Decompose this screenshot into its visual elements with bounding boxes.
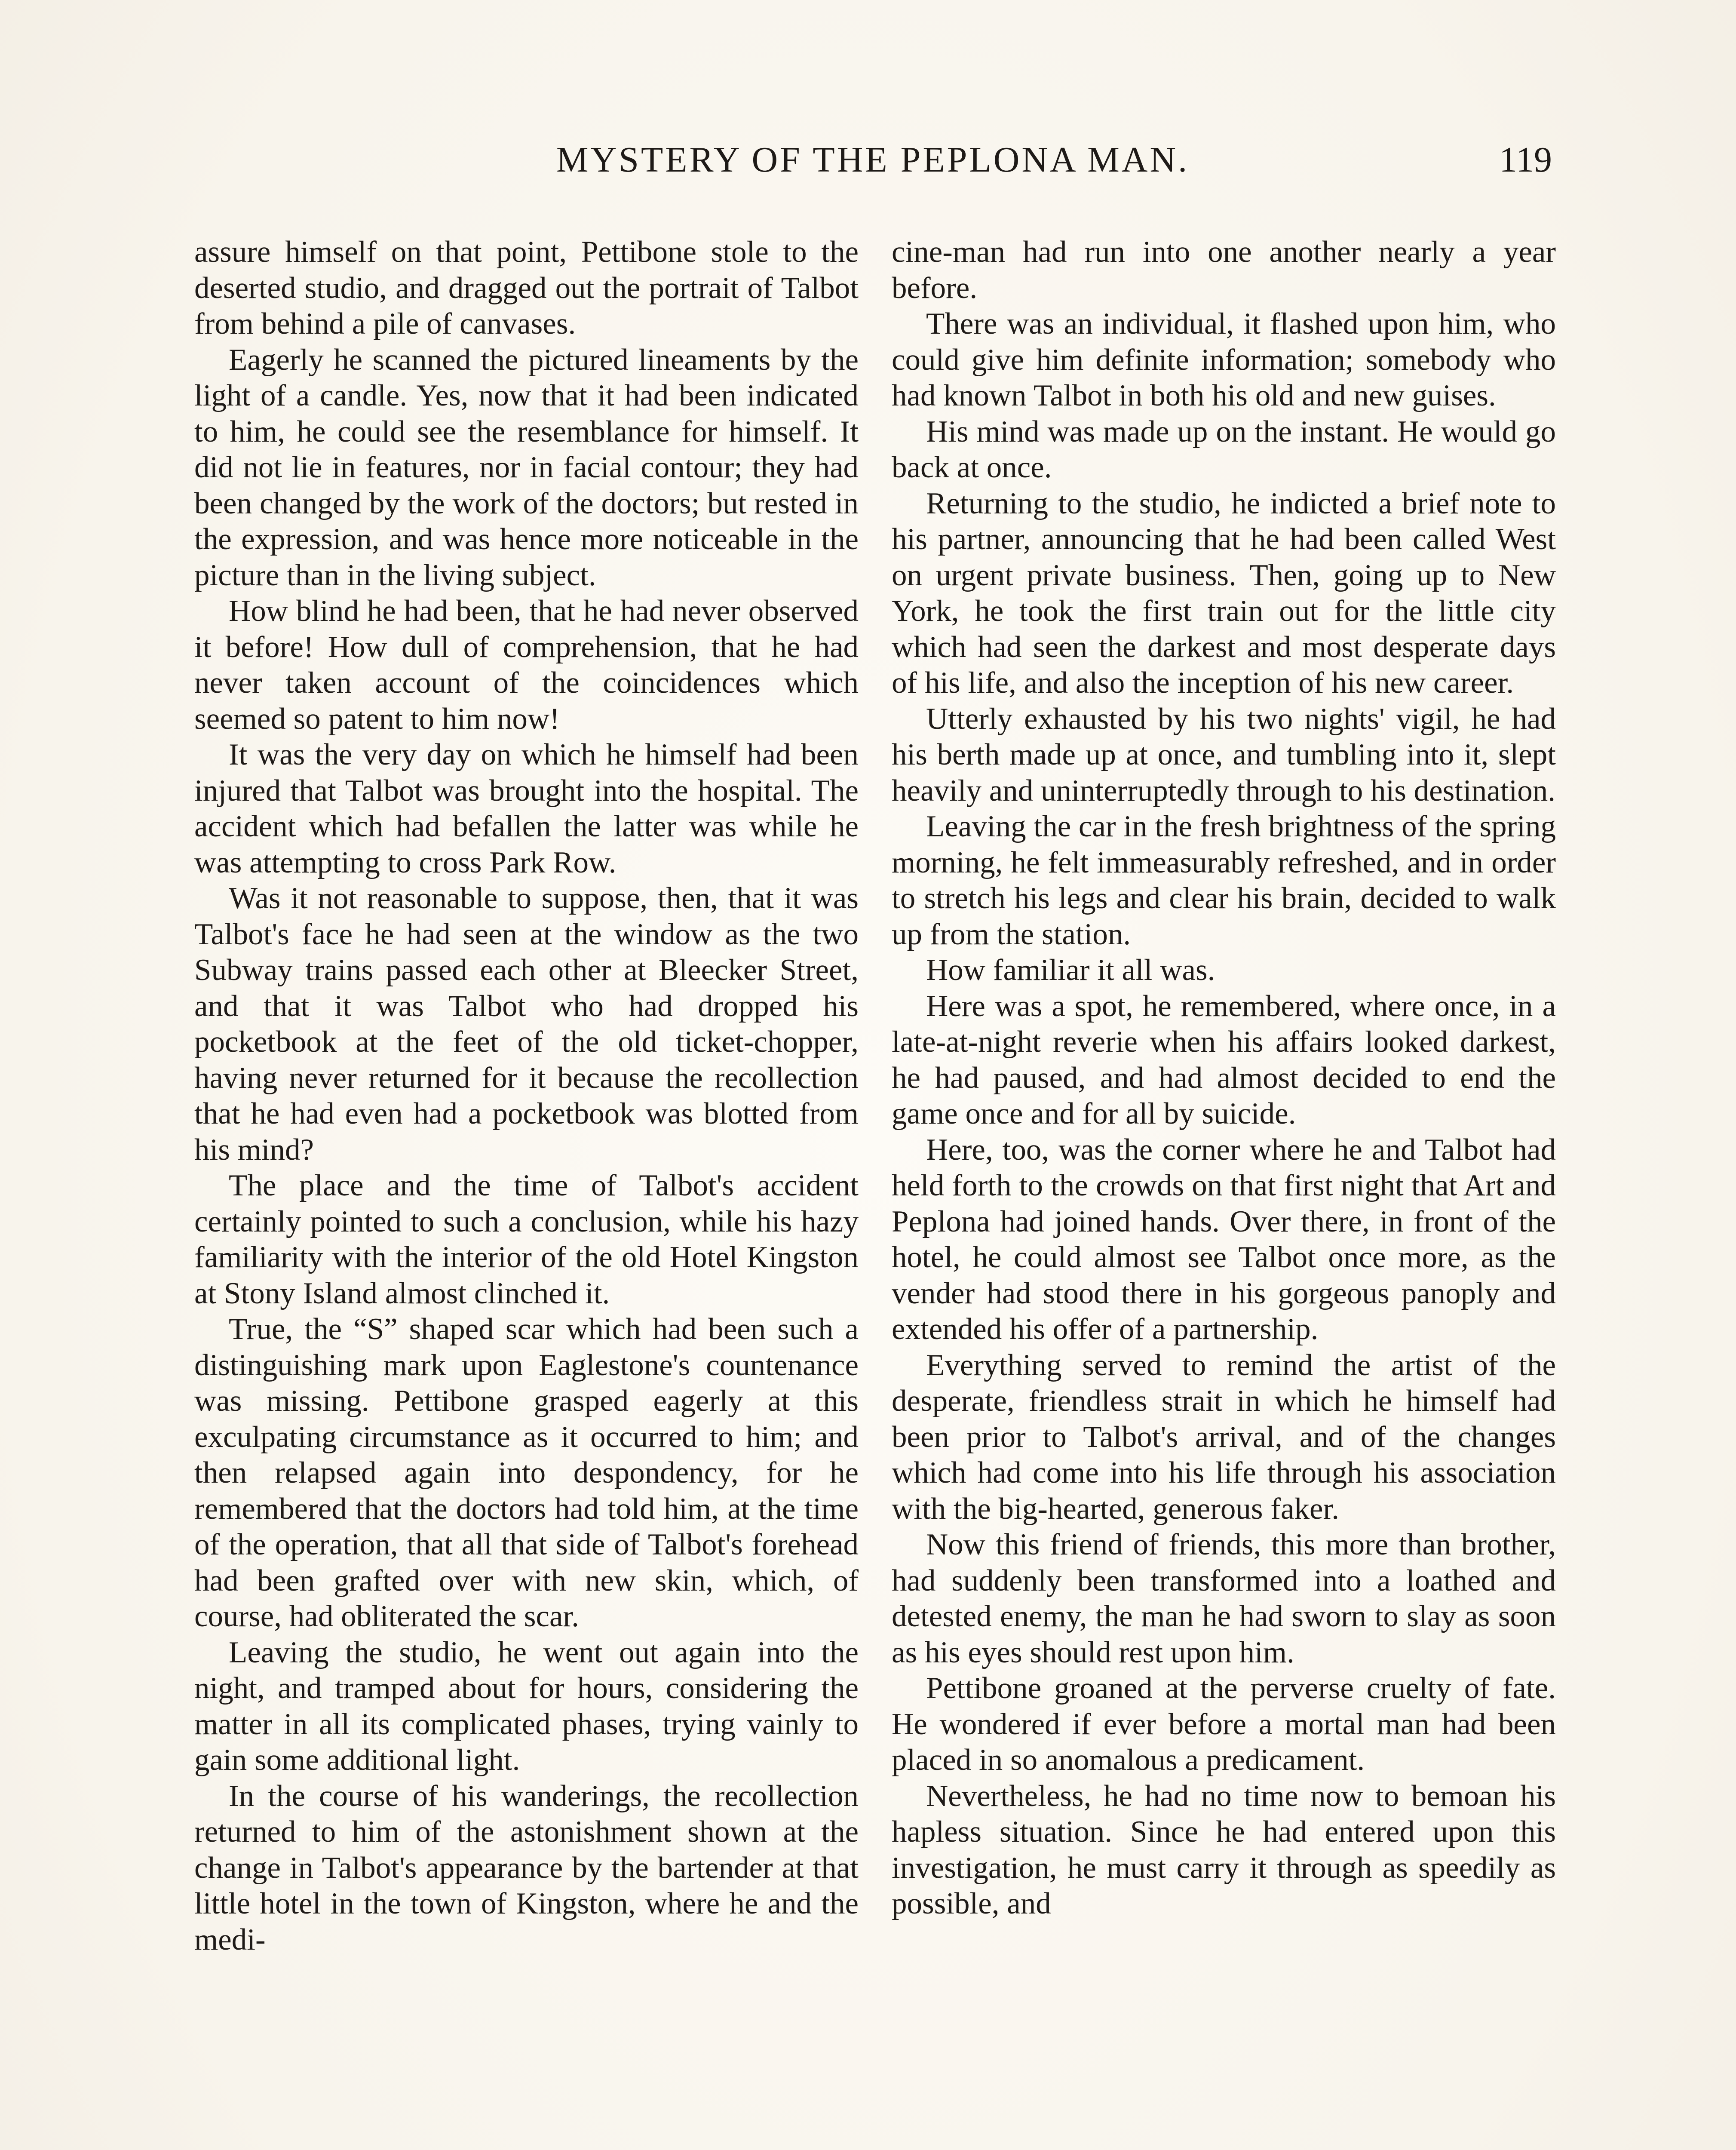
paragraph: His mind was made up on the instant. He would go back at once. bbox=[892, 415, 1556, 484]
paragraph: Returning to the studio, he indicted a brief note to his partner, announcing that he had been called West on urgent private business. Then, going up to New York, he took the first train out for the little city which had seen the darkest and most desperate days of his life, and also the inception of his new career. bbox=[892, 486, 1556, 700]
paragraph: True, the “S” shaped scar which had been such a distinguishing mark upon Eaglestone's countenance was missing. Pettibone grasped eagerly at this exculpating circumstance as it occurred to him; and then relapsed again into despondency, for he remembered that the doctors had told him, at the time of the operation, that all that side of Talbot's forehead had been grafted over with new skin, which, of course, had obliterated the scar. bbox=[194, 1312, 859, 1633]
paragraph: Here was a spot, he remembered, where once, in a late-at-night reverie when his affairs looked darkest, he had paused, and had almost decided to end the game once and for all by suicide. bbox=[892, 989, 1556, 1130]
paragraph: Utterly exhausted by his two nights' vigil, he had his berth made up at once, and tumbling into it, slept heavily and uninterruptedly through to his destination. bbox=[892, 702, 1556, 808]
paragraph: In the course of his wanderings, the recollection returned to him of the astonishment shown at the change in Talbot's appearance by the bartender at that little hotel in the town of Kingston, where he and the medi- bbox=[194, 1779, 859, 1956]
paragraph: Leaving the car in the fresh brightness of the spring morning, he felt immeasurably refreshed, and in order to stretch his legs and clear his brain, decided to walk up from the station. bbox=[892, 810, 1556, 951]
paragraph: Was it not reasonable to suppose, then, that it was Talbot's face he had seen at the window as the two Subway trains passed each other at Bleecker Street, and that it was Talbot who had dropped his pocketbook at the feet of the old ticket-chopper, having never returned for it because the recollection that he had even had a pocketbook was blotted from his mind? bbox=[194, 882, 859, 1167]
running-title: MYSTERY OF THE PEPLONA MAN. bbox=[556, 140, 1190, 180]
paragraph: Leaving the studio, he went out again into the night, and tramped about for hours, considering the matter in all its complicated phases, trying vainly to gain some additional light. bbox=[194, 1635, 859, 1777]
paragraph: Nevertheless, he had no time now to bemoan his hapless situation. Since he had entered upon this investigation, he must carry it through as speedily as possible, and bbox=[892, 1779, 1556, 1920]
paragraph: Eagerly he scanned the pictured lineaments by the light of a candle. Yes, now that it had been indicated to him, he could see the resemblance for himself. It did not lie in features, nor in facial contour; they had been changed by the work of the doctors; but rested in the expression, and was hence more noticeable in the picture than in the living subject. bbox=[194, 343, 859, 592]
paragraph: How blind he had been, that he had never observed it before! How dull of comprehension, that he had never taken account of the coincidences which seemed so patent to him now! bbox=[194, 594, 859, 736]
paragraph: How familiar it all was. bbox=[926, 953, 1215, 987]
paragraph: assure himself on that point, Pettibone stole to the deserted studio, and dragged out the portrait of Talbot from behind a pile of canvases. bbox=[194, 235, 859, 341]
paragraph: Here, too, was the corner where he and Talbot had held forth to the crowds on that first night that Art and Peplona had joined hands. Over there, in front of the hotel, he could almost see Talbot once more, as the vender had stood there in his gorgeous panoply and extended his offer of a partnership. bbox=[892, 1133, 1556, 1346]
paragraph: The place and the time of Talbot's accident certainly pointed to such a conclusion, while his hazy familiarity with the interior of the old Hotel Kingston at Stony Island almost clinched it. bbox=[194, 1169, 859, 1310]
paragraph: It was the very day on which he himself had been injured that Talbot was brought into the hospital. The accident which had befallen the latter was while he was attempting to cross Park Row. bbox=[194, 738, 859, 879]
paragraph: Now this friend of friends, this more than brother, had suddenly been transformed into a loathed and detested enemy, the man he had sworn to slay as soon as his eyes should rest upon him. bbox=[892, 1528, 1556, 1669]
paragraph: There was an individual, it flashed upon him, who could give him definite information; somebody who had known Talbot in both his old and new guises. bbox=[892, 307, 1556, 412]
page-number: 119 bbox=[1499, 140, 1552, 180]
running-head bbox=[193, 142, 1552, 202]
left-column bbox=[194, 234, 859, 1958]
paragraph: Everything served to remind the artist of the desperate, friendless strait in which he himself had been prior to Talbot's arrival, and of the changes which had come into his life through his association with the big-hearted, generous faker. bbox=[892, 1348, 1556, 1526]
paragraph: cine-man had run into one another nearly a year before. bbox=[892, 235, 1556, 305]
paragraph: Pettibone groaned at the perverse cruelty of fate. He wondered if ever before a mortal man had been placed in so anomalous a predicament. bbox=[892, 1671, 1556, 1777]
right-column bbox=[892, 234, 1556, 1922]
